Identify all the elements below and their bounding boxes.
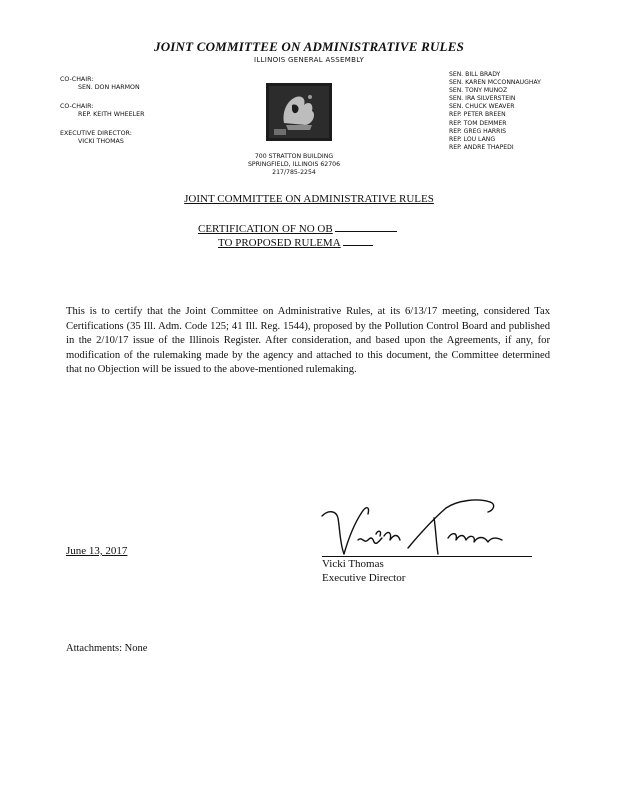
signer-title: Executive Director: [322, 572, 406, 584]
document-date: June 13, 2017: [66, 545, 128, 557]
address-line: 217/785-2254: [272, 169, 316, 176]
letterhead-title: JOINT COMMITTEE ON ADMINISTRATIVE RULES: [154, 39, 464, 54]
member-name: SEN. CHUCK WEAVER: [449, 103, 515, 111]
letterhead-subtitle: ILLINOIS GENERAL ASSEMBLY: [253, 56, 365, 64]
member-name: REP. ANDRE THAPEDI: [449, 143, 514, 151]
officer-name: VICKI THOMAS: [78, 138, 124, 145]
document-heading: [0, 193, 618, 205]
officer-role: CO-CHAIR:: [60, 76, 94, 83]
address-line: SPRINGFIELD, ILLINOIS 62706: [247, 161, 341, 168]
blank-line: [343, 245, 373, 246]
certification-title-text: CERTIFICATION OF NO OB: [198, 223, 333, 235]
member-name: REP. TOM DEMMER: [449, 119, 507, 127]
member-name: REP. GREG HARRIS: [449, 127, 507, 135]
member-name: SEN. BILL BRADY: [449, 71, 501, 78]
signer-name: Vicki Thomas: [322, 558, 384, 570]
attachments-note: Attachments: None: [66, 643, 148, 654]
officer-role: CO-CHAIR:: [60, 103, 94, 110]
state-seal-icon: [266, 83, 332, 141]
member-name: SEN. TONY MUNOZ: [449, 87, 508, 95]
officer-name: REP. KEITH WHEELER: [78, 111, 145, 118]
member-name: SEN. KAREN MCCONNAUGHAY: [449, 79, 541, 87]
officer-name: SEN. DON HARMON: [78, 84, 140, 91]
address-line: 700 STRATTON BUILDING: [254, 153, 334, 160]
committee-address: [218, 153, 370, 177]
officers-column: [60, 76, 180, 157]
member-name: REP. PETER BREEN: [449, 111, 506, 119]
blank-line: [335, 231, 397, 232]
certification-title-text: TO PROPOSED RULEMA: [218, 237, 341, 249]
signature-line: [322, 556, 532, 557]
certification-title-line2: [218, 237, 373, 249]
officer-role: EXECUTIVE DIRECTOR:: [60, 130, 132, 137]
document-heading-text: JOINT COMMITTEE ON ADMINISTRATIVE RULES: [184, 193, 434, 205]
certification-body: This is to certify that the Joint Committee on Administrative Rules, at its 6/13/17 meeting, considered Tax Certifications (35 Ill. Adm. Code 125; 41 Ill. Reg. 1544), proposed by the Pollution Control Board and published in the 2/10/17 issue of the Illinois Register. After consideration, and based upon the Agreements, if any, for modification of the rulemaking made by the agency and attached to this document, the Committee determined that no Objection will be issued to the above-mentioned rulemaking.: [66, 306, 550, 375]
member-name: SEN. IRA SILVERSTEIN: [449, 95, 516, 103]
members-column: [449, 71, 614, 152]
member-name: REP. LOU LANG: [449, 135, 496, 143]
handwritten-signature: [318, 496, 538, 560]
certification-title-line1: [198, 223, 397, 235]
